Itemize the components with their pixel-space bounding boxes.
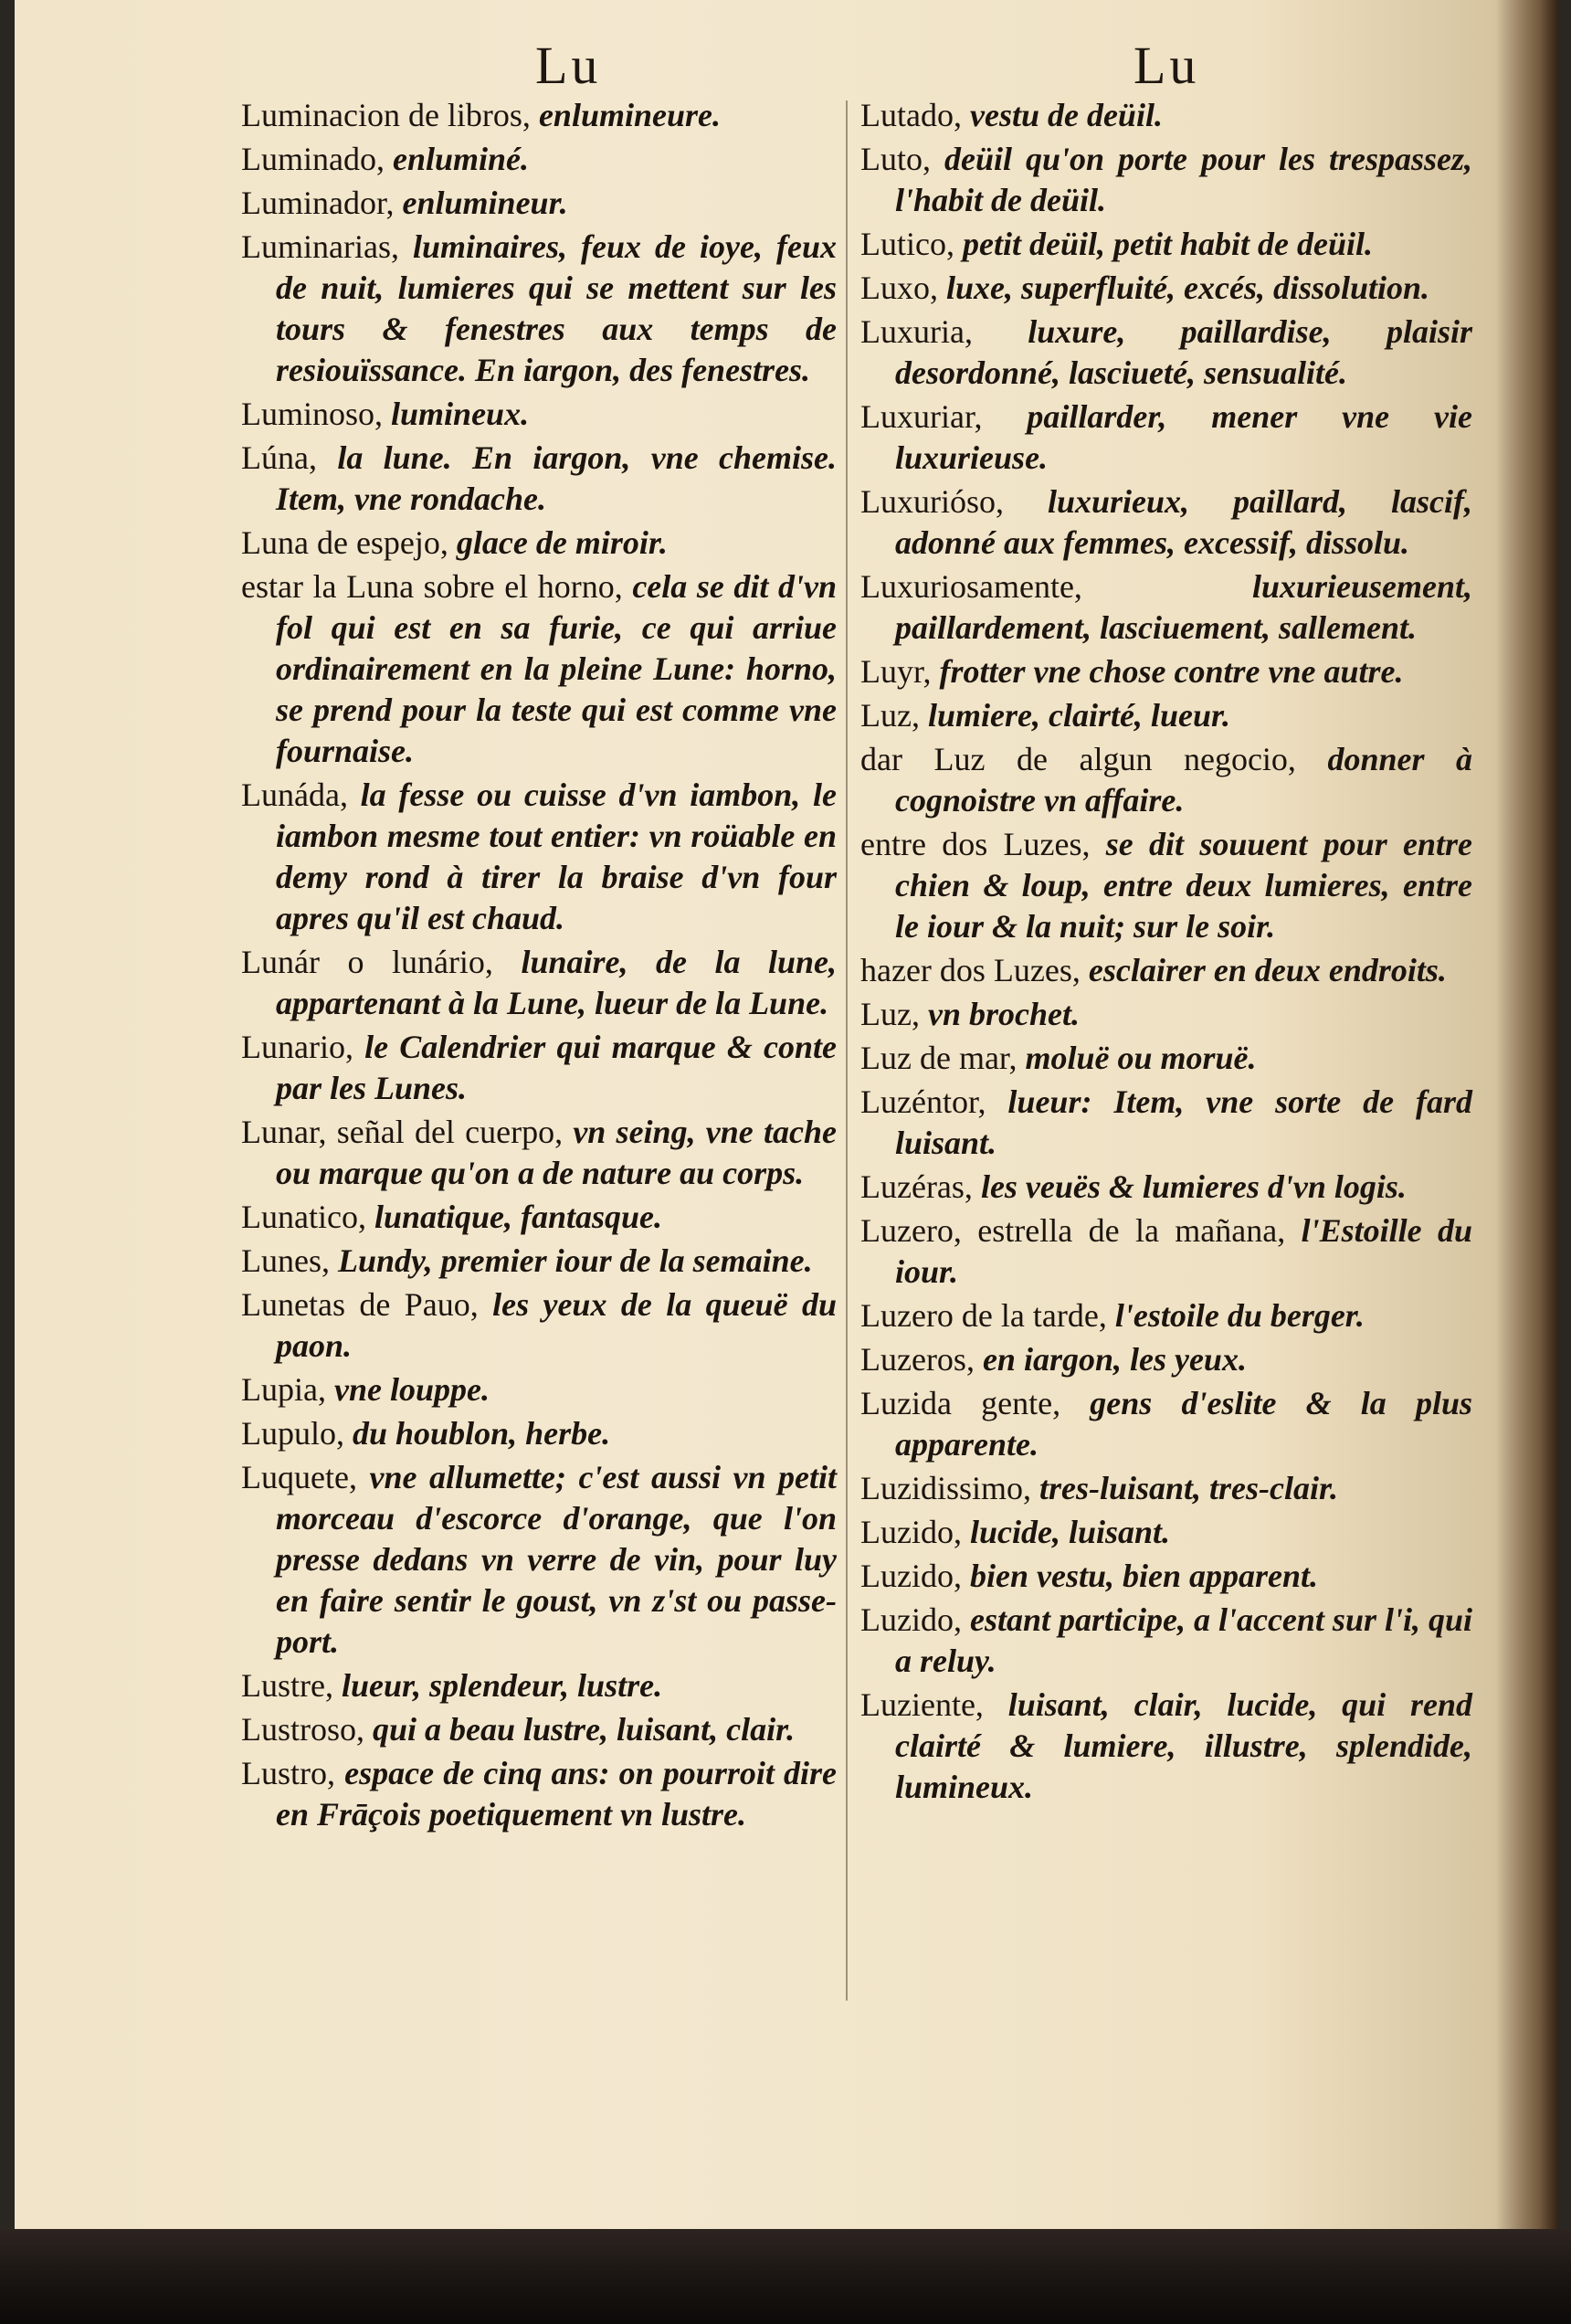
book-edge-bottom xyxy=(0,2229,1571,2324)
entry-translation: lunatique, fantasque. xyxy=(374,1199,663,1235)
entry-translation: lumineux. xyxy=(391,396,530,432)
entry-translation: frotter vne chose contre vne autre. xyxy=(939,653,1404,690)
running-head-left: Lu xyxy=(535,36,602,95)
entry-headword: Luz, xyxy=(860,697,928,734)
entry-translation: en iargon, les yeux. xyxy=(982,1341,1247,1378)
dictionary-entry xyxy=(860,396,1472,479)
dictionary-entry xyxy=(860,651,1472,692)
dictionary-entry xyxy=(241,1369,837,1410)
dictionary-entry xyxy=(860,139,1472,221)
entry-headword: estar la Luna sobre el horno, xyxy=(241,568,633,605)
entry-translation: moluë ou moruë. xyxy=(1025,1040,1257,1076)
dictionary-entry xyxy=(860,1295,1472,1336)
dictionary-entry xyxy=(241,1197,837,1238)
dictionary-entry xyxy=(860,1210,1472,1293)
entry-translation: qui a beau lustre, luisant, clair. xyxy=(373,1711,796,1748)
dictionary-entry xyxy=(241,1241,837,1282)
dictionary-entry xyxy=(241,438,837,520)
entry-translation: petit deüil, petit habit de deüil. xyxy=(962,226,1373,262)
entry-headword: Lunár o lunário, xyxy=(241,944,522,980)
entry-translation: luxurieux, paillard, lascif, adonné aux femmes, excessif, dissolu. xyxy=(895,483,1472,561)
dictionary-entry xyxy=(860,312,1472,394)
binding-shadow xyxy=(1494,0,1558,2229)
dictionary-entry xyxy=(860,224,1472,265)
entry-translation: cela se dit d'vn fol qui est en sa furie, ce qui arriue ordinairement en la pleine Lune: horno, se prend pour la teste qui est comme vne fournaise. xyxy=(276,568,837,769)
entry-translation: enlumineur. xyxy=(402,185,568,221)
entry-translation: lueur: Item, vne sorte de fard luisant. xyxy=(895,1083,1472,1161)
entry-headword: Lunario, xyxy=(241,1029,365,1065)
entry-headword: Lustre, xyxy=(241,1667,342,1704)
entry-translation: les yeux de la queuë du paon. xyxy=(276,1286,837,1364)
entry-headword: Luxurióso, xyxy=(860,483,1048,520)
dictionary-entry xyxy=(241,1457,837,1663)
dictionary-entry xyxy=(860,1512,1472,1553)
entry-translation: se dit souuent pour entre chien & loup, entre deux lumieres, entre le iour & la nuit; sur le soir. xyxy=(895,826,1472,945)
dictionary-entry xyxy=(860,994,1472,1035)
dictionary-entry xyxy=(860,1038,1472,1079)
entry-translation: vn seing, vne tache ou marque qu'on a de nature au corps. xyxy=(276,1114,837,1191)
entry-headword: Lúna, xyxy=(241,439,338,476)
entry-translation: luxurieusement, paillardement, lasciuement, sallement. xyxy=(895,568,1472,646)
entry-translation: le Calendrier qui marque & conte par les Lunes. xyxy=(276,1029,837,1106)
entry-headword: Luto, xyxy=(860,141,944,177)
entry-headword: Lunar, señal del cuerpo, xyxy=(241,1114,574,1150)
entry-translation: bien vestu, bien apparent. xyxy=(969,1558,1318,1594)
dictionary-entry xyxy=(860,1167,1472,1208)
right-column xyxy=(860,95,1472,1811)
entry-headword: Luz de mar, xyxy=(860,1040,1026,1076)
entry-headword: dar Luz de algun negocio, xyxy=(860,741,1328,777)
dictionary-entry xyxy=(860,739,1472,821)
dictionary-entry xyxy=(241,1665,837,1706)
dictionary-entry xyxy=(860,1082,1472,1164)
entry-headword: Luminado, xyxy=(241,141,393,177)
entry-translation: donner à cognoistre vn affaire. xyxy=(895,741,1473,819)
dictionary-entry xyxy=(860,950,1472,991)
entry-headword: Luzido, xyxy=(860,1601,970,1638)
dictionary-entry xyxy=(241,942,837,1024)
entry-translation: espace de cinq ans: on pourroit dire en Frāçois poetiquement vn lustre. xyxy=(276,1755,837,1833)
entry-headword: Lunáda, xyxy=(241,776,361,813)
dictionary-entry xyxy=(241,1112,837,1194)
dictionary-page xyxy=(15,0,1558,2229)
entry-translation: esclairer en deux endroits. xyxy=(1088,952,1447,988)
entry-translation: lucide, luisant. xyxy=(969,1514,1171,1550)
entry-translation: lunaire, de la lune, appartenant à la Lune, lueur de la Lune. xyxy=(276,944,837,1021)
dictionary-entry xyxy=(241,95,837,136)
entry-headword: Lustro, xyxy=(241,1755,345,1791)
dictionary-entry xyxy=(241,394,837,435)
dictionary-entry xyxy=(241,1413,837,1454)
dictionary-entry xyxy=(860,95,1472,136)
entry-translation: glace de miroir. xyxy=(456,524,668,561)
dictionary-entry xyxy=(241,183,837,224)
dictionary-entry xyxy=(241,1027,837,1109)
entry-headword: Luminador, xyxy=(241,185,403,221)
left-column xyxy=(241,95,837,1838)
entry-translation: luminaires, feux de ioye, feux de nuit, lumieres qui se mettent sur les tours & fenestres aux temps de resiouïssance. En iargon, des fenestres. xyxy=(276,228,837,388)
entry-translation: luxe, superfluité, excés, dissolution. xyxy=(946,269,1430,306)
dictionary-entry xyxy=(860,824,1472,947)
running-head-right: Lu xyxy=(1133,36,1200,95)
dictionary-entry xyxy=(860,1556,1472,1597)
entry-headword: Luzeros, xyxy=(860,1341,983,1378)
entry-headword: Luzéras, xyxy=(860,1168,981,1205)
entry-headword: Luxuriar, xyxy=(860,398,1028,435)
entry-translation: les veuës & lumieres d'vn logis. xyxy=(980,1168,1407,1205)
entry-translation: luxure, paillardise, plaisir desordonné, lasciueté, sensualité. xyxy=(895,313,1472,391)
entry-translation: vne allumette; c'est aussi vn petit morceau d'escorce d'orange, que l'on presse dedans vn verre de vin, pour luy en faire sentir le goust, vn z'st ou passe-port. xyxy=(276,1459,837,1660)
dictionary-entry xyxy=(860,1339,1472,1380)
entry-headword: Luzéntor, xyxy=(860,1083,1008,1120)
entry-headword: entre dos Luzes, xyxy=(860,826,1106,862)
entry-headword: Luziente, xyxy=(860,1686,1008,1723)
entry-headword: Lutico, xyxy=(860,226,963,262)
entry-headword: hazer dos Luzes, xyxy=(860,952,1089,988)
entry-translation: enlumineure. xyxy=(538,97,721,133)
entry-headword: Luz, xyxy=(860,996,928,1032)
entry-headword: Luminoso, xyxy=(241,396,392,432)
entry-headword: Lupia, xyxy=(241,1371,334,1408)
entry-translation: l'Estoille du iour. xyxy=(895,1212,1472,1290)
dictionary-entry xyxy=(860,1685,1472,1808)
dictionary-entry xyxy=(241,566,837,772)
entry-headword: Luzido, xyxy=(860,1514,970,1550)
entry-translation: lumiere, clairté, lueur. xyxy=(927,697,1230,734)
entry-headword: Luminarias, xyxy=(241,228,413,265)
entry-translation: du houblon, herbe. xyxy=(353,1415,611,1452)
entry-translation: gens d'eslite & la plus apparente. xyxy=(895,1385,1472,1463)
entry-translation: paillarder, mener vne vie luxurieuse. xyxy=(895,398,1472,476)
entry-headword: Lunetas de Pauo, xyxy=(241,1286,493,1323)
dictionary-entry xyxy=(860,1600,1472,1682)
dictionary-entry xyxy=(860,1383,1472,1465)
entry-translation: luisant, clair, lucide, qui rend clairté & lumiere, illustre, splendide, lumineux. xyxy=(895,1686,1472,1805)
entry-headword: Luquete, xyxy=(241,1459,370,1495)
dictionary-entry xyxy=(241,1709,837,1750)
dictionary-entry xyxy=(860,695,1472,736)
dictionary-entry xyxy=(241,523,837,564)
entry-translation: tres-luisant, tres-clair. xyxy=(1039,1470,1339,1506)
entry-translation: estant participe, a l'accent sur l'i, qui a reluy. xyxy=(895,1601,1473,1679)
entry-headword: Luzidissimo, xyxy=(860,1470,1039,1506)
entry-translation: lueur, splendeur, lustre. xyxy=(341,1667,663,1704)
column-rule xyxy=(846,100,848,2001)
entry-headword: Lunatico, xyxy=(241,1199,374,1235)
entry-translation: la lune. En iargon, vne chemise. Item, vne rondache. xyxy=(276,439,838,517)
entry-headword: Lunes, xyxy=(241,1242,338,1279)
entry-headword: Lutado, xyxy=(860,97,970,133)
entry-headword: Luzero de la tarde, xyxy=(860,1297,1115,1334)
entry-headword: Luzido, xyxy=(860,1558,970,1594)
entry-translation: Lundy, premier iour de la semaine. xyxy=(337,1242,813,1279)
entry-headword: Luminacion de libros, xyxy=(241,97,539,133)
entry-headword: Luzida gente, xyxy=(860,1385,1091,1421)
entry-translation: la fesse ou cuisse d'vn iambon, le iambon mesme tout entier: vn roüable en demy rond à tirer la braise d'vn four apres qu'il est chaud. xyxy=(276,776,837,936)
dictionary-entry xyxy=(241,227,837,391)
entry-translation: vn brochet. xyxy=(927,996,1080,1032)
dictionary-entry xyxy=(860,268,1472,309)
dictionary-entry xyxy=(241,775,837,939)
entry-headword: Luxuria, xyxy=(860,313,1028,350)
dictionary-entry xyxy=(241,1284,837,1367)
dictionary-entry xyxy=(860,481,1472,564)
entry-headword: Lupulo, xyxy=(241,1415,353,1452)
entry-headword: Lustroso, xyxy=(241,1711,373,1748)
entry-translation: enluminé. xyxy=(392,141,530,177)
entry-translation: deüil qu'on porte pour les trespassez, l'habit de deüil. xyxy=(895,141,1472,218)
entry-translation: l'estoile du berger. xyxy=(1114,1297,1365,1334)
dictionary-entry xyxy=(860,566,1472,649)
entry-headword: Luna de espejo, xyxy=(241,524,457,561)
entry-headword: Luxo, xyxy=(860,269,946,306)
entry-translation: vestu de deüil. xyxy=(969,97,1163,133)
dictionary-entry xyxy=(241,1753,837,1835)
dictionary-entry xyxy=(860,1468,1472,1509)
dictionary-entry xyxy=(241,139,837,180)
entry-translation: vne louppe. xyxy=(333,1371,490,1408)
entry-headword: Luxuriosamente, xyxy=(860,568,1252,605)
entry-headword: Luzero, estrella de la mañana, xyxy=(860,1212,1302,1249)
entry-headword: Luyr, xyxy=(860,653,940,690)
